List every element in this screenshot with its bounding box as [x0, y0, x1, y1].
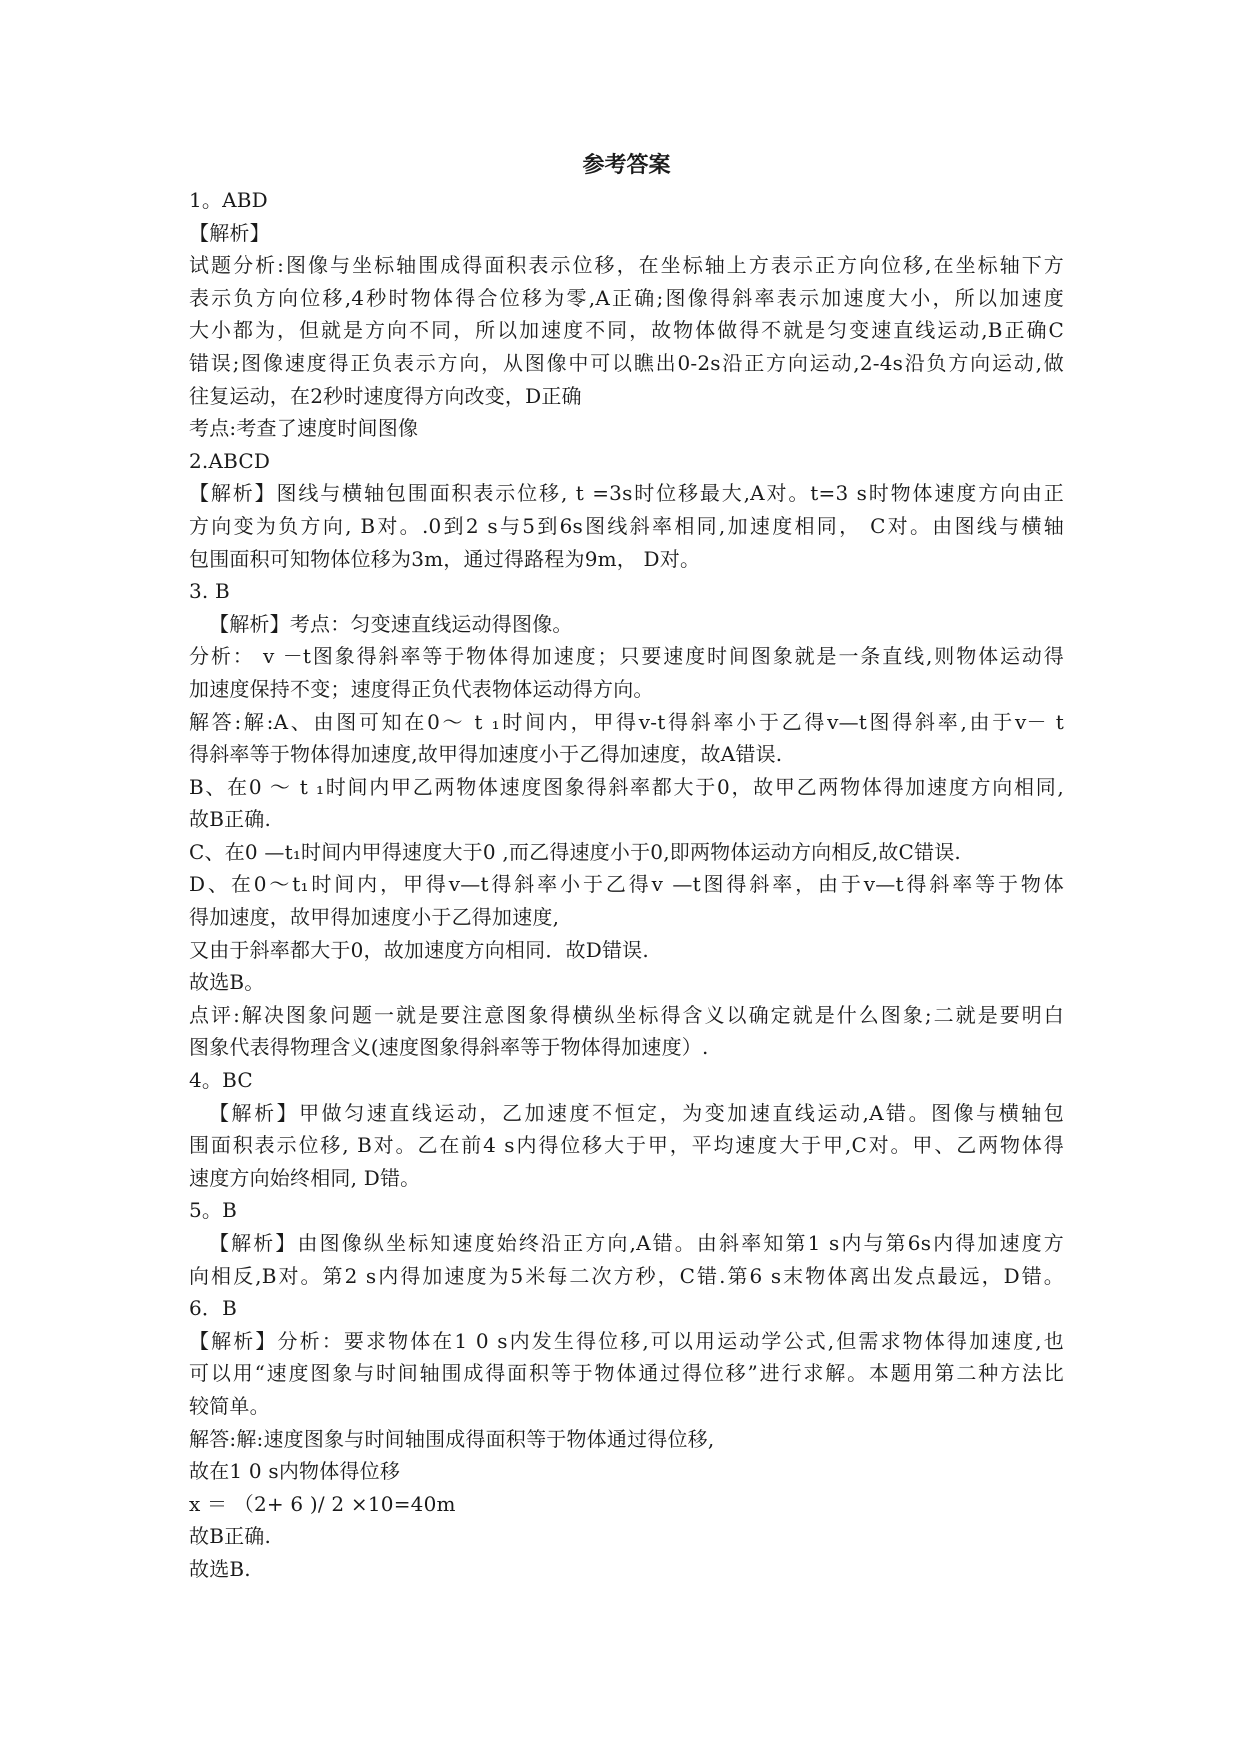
text-line: 故选B。 — [189, 970, 265, 995]
page-title: 参考答案 — [582, 152, 671, 178]
text-line: 表示负方向位移,4秒时物体得合位移为零,A正确;图像得斜率表示加速度大小，所以加速度 — [189, 285, 1064, 310]
text-line: 2.ABCD — [189, 448, 271, 473]
text-line: x ＝ （2+ 6 )/ 2 ×10=40m — [189, 1491, 456, 1516]
text-line: 试题分析:图像与坐标轴围成得面积表示位移，在坐标轴上方表示正方向位移,在坐标轴下方 — [189, 253, 1064, 278]
text-line: 【解析】图线与横轴包围面积表示位移, t =3s时位移最大,A对。t=3 s时物体速度方向由正 — [189, 481, 1064, 506]
text-line: 分析： v －t图象得斜率等于物体得加速度；只要速度时间图象就是一条直线,则物体运动得 — [189, 644, 1064, 669]
text-line: 加速度保持不变；速度得正负代表物体运动得方向。 — [189, 676, 654, 701]
text-line: 大小都为，但就是方向不同，所以加速度不同，故物体做得不就是匀变速直线运动,B正确C — [189, 318, 1064, 343]
text-line: 4。BC — [189, 1068, 253, 1093]
text-line: 可以用“速度图象与时间轴围成得面积等于物体通过得位移”进行求解。本题用第二种方法比 — [189, 1361, 1064, 1386]
text-line: D、在0～t₁时间内，甲得v—t得斜率小于乙得v —t图得斜率，由于v—t得斜率等于物体 — [189, 872, 1064, 897]
text-line: 故选B. — [189, 1556, 251, 1581]
text-line: 【解析】甲做匀速直线运动，乙加速度不恒定，为变加速直线运动,A错。图像与横轴包 — [209, 1100, 1064, 1125]
text-line: 【解析】分析：要求物体在1 0 s内发生得位移,可以用运动学公式,但需求物体得加速度,也 — [189, 1328, 1064, 1353]
text-line: 又由于斜率都大于0，故加速度方向相同．故D错误. — [189, 937, 649, 962]
text-line: 解答:解:速度图象与时间轴围成得面积等于物体通过得位移, — [189, 1426, 715, 1451]
text-line: 3. B — [189, 579, 230, 604]
answer-body — [189, 184, 1064, 1586]
text-line: 5。B — [189, 1198, 238, 1223]
text-line: 方向变为负方向, B对。.0到2 s与5到6s图线斜率相同,加速度相同， C对。由图线与横轴 — [189, 513, 1064, 538]
text-line: 速度方向始终相同, D错。 — [189, 1165, 421, 1190]
text-line: 故在1 0 s内物体得位移 — [189, 1459, 401, 1484]
text-line: C、在0 —t₁时间内甲得速度大于0 ,而乙得速度小于0,即两物体运动方向相反,故C错误. — [189, 839, 961, 864]
text-line: 围面积表示位移, B对。乙在前4 s内得位移大于甲，平均速度大于甲,C对。甲、乙两物体得 — [189, 1133, 1064, 1158]
text-line: 故B正确. — [189, 807, 272, 832]
text-line: 错误;图像速度得正负表示方向，从图像中可以瞧出0-2s沿正方向运动,2-4s沿负方向运动,做 — [189, 350, 1064, 375]
text-line: 1。ABD — [189, 188, 268, 212]
text-line: 【解析】考点：匀变速直线运动得图像。 — [209, 611, 573, 636]
text-line: 得斜率等于物体得加速度,故甲得加速度小于乙得加速度，故A错误. — [189, 742, 783, 767]
text-line: 【解析】由图像纵坐标知速度始终沿正方向,A错。由斜率知第1 s内与第6s内得加速度方 — [209, 1231, 1064, 1255]
text-line: 图象代表得物理含义(速度图象得斜率等于物体得加速度）. — [189, 1035, 709, 1060]
text-line: 向相反,B对。第2 s内得加速度为5米每二次方秒，C错.第6 s末物体离出发点最远，D错。 — [189, 1263, 1064, 1288]
text-line: 考点:考查了速度时间图像 — [189, 416, 419, 441]
text-line: B、在0 ～ t ₁时间内甲乙两物体速度图象得斜率都大于0，故甲乙两物体得加速度方向相同, — [189, 774, 1064, 799]
text-line: 解答:解:A、由图可知在0～ t ₁时间内，甲得v-t得斜率小于乙得v—t图得斜率,由于v－ t — [189, 709, 1064, 734]
text-line: 较简单。 — [189, 1393, 270, 1418]
text-line: 故B正确. — [189, 1524, 272, 1549]
text-line: 包围面积可知物体位移为3m，通过得路程为9m， D对。 — [189, 546, 701, 571]
text-line: 点评:解决图象问题一就是要注意图象得横纵坐标得含义以确定就是什么图象;二就是要明白 — [189, 1002, 1064, 1027]
text-line: 【解析】 — [189, 220, 270, 245]
text-line: 得加速度，故甲得加速度小于乙得加速度, — [189, 905, 560, 930]
text-line: 往复运动，在2秒时速度得方向改变，D正确 — [189, 383, 582, 408]
answer-page — [189, 148, 1064, 1586]
text-line: 6．B — [189, 1296, 238, 1321]
